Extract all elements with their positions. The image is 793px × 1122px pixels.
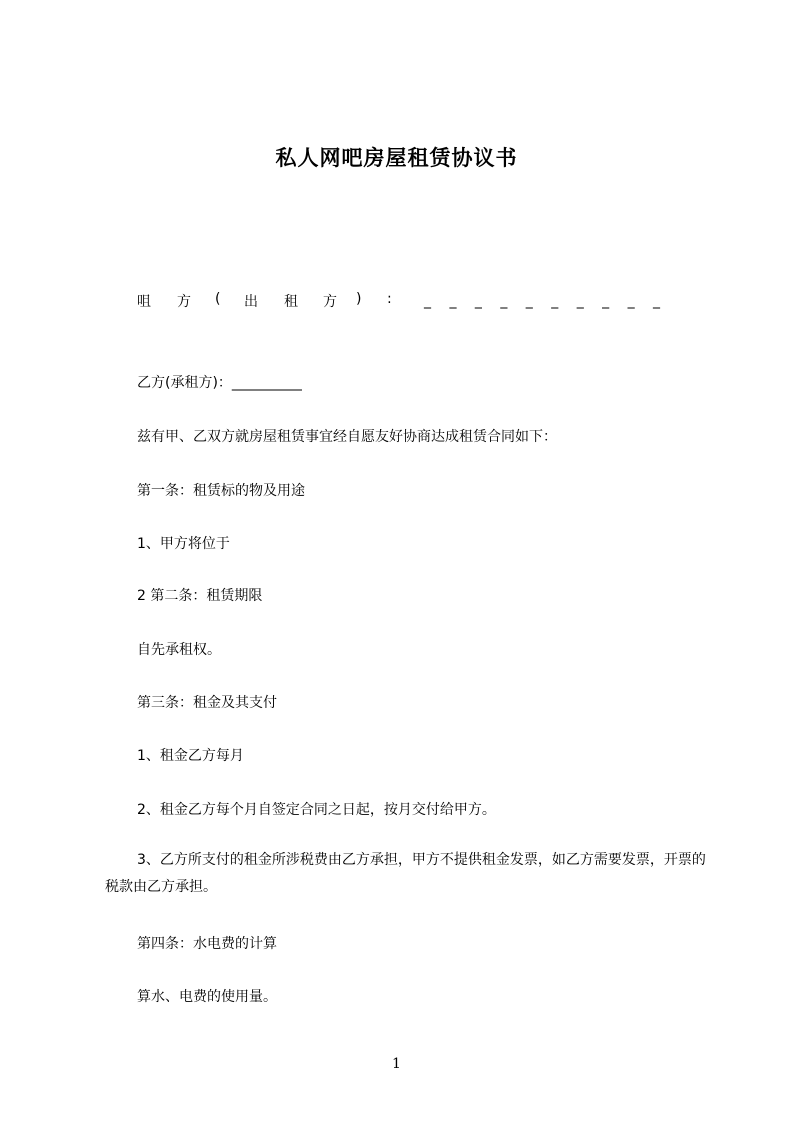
party-a-line	[137, 291, 707, 315]
article2-text: 自先承租权。	[137, 642, 221, 658]
article3-item1: 1、租金乙方每月	[137, 748, 244, 764]
party-b-line: 乙方(承租方)：__________	[137, 375, 302, 391]
intro-paragraph: 兹有甲、乙双方就房屋租赁事宜经自愿友好协商达成租赁合同如下：	[137, 429, 557, 445]
article4-heading: 第四条：水电费的计算	[137, 936, 277, 952]
party-a-char: )	[356, 291, 362, 307]
party-a-char: 咀	[137, 294, 151, 310]
article4-text: 算水、电费的使用量。	[137, 989, 277, 1005]
party-a-char: 租	[284, 294, 298, 310]
article1-item1: 1、甲方将位于	[137, 536, 230, 552]
party-a-char: (	[215, 291, 221, 307]
article1-heading: 第一条：租赁标的物及用途	[137, 483, 305, 499]
party-a-char: 方	[323, 294, 337, 310]
party-a-char: 方	[177, 294, 191, 310]
article3-item2: 2、租金乙方每个月自签定合同之日起，按月交付给甲方。	[137, 802, 496, 818]
article2-heading: 2 第二条：租赁期限	[137, 588, 263, 604]
article3-item3: 3、乙方所支付的租金所涉税费由乙方承担，甲方不提供租金发票，如乙方需要发票，开票的税款由乙方承担。	[105, 852, 706, 895]
party-a-char: 出	[244, 294, 258, 310]
page-number: 1	[392, 1056, 401, 1072]
party-a-char: :	[387, 291, 392, 307]
article3-heading: 第三条：租金及其支付	[137, 695, 277, 711]
document-title: 私人网吧房屋租赁协议书	[275, 146, 518, 170]
party-a-blank: _ _ _ _ _ _ _ _ _ _	[424, 293, 661, 309]
